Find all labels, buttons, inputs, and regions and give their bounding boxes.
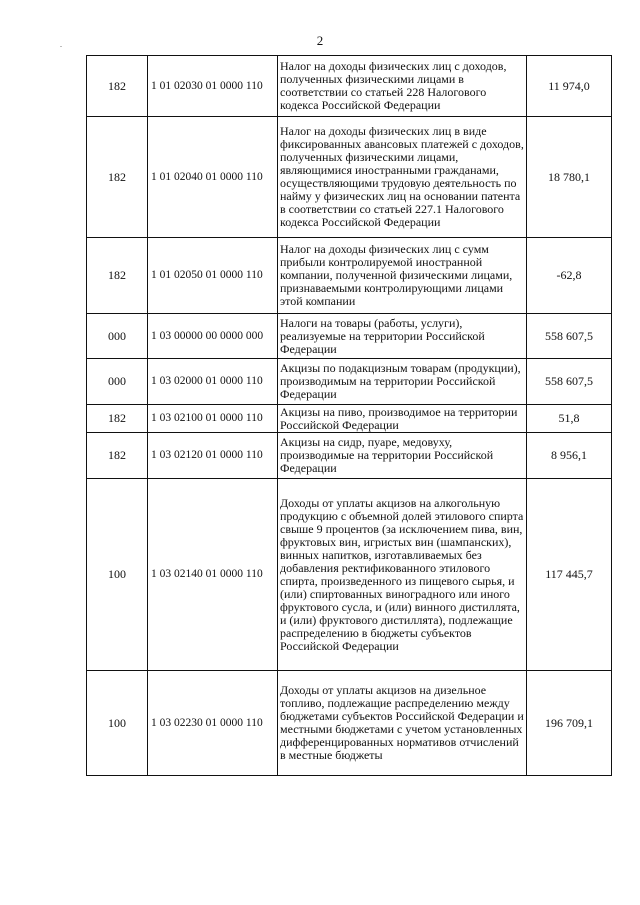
admin-code-cell: 000 bbox=[87, 359, 148, 405]
amount-cell: 51,8 bbox=[527, 405, 612, 433]
budget-classification-code-cell: 1 03 02100 01 0000 110 bbox=[148, 405, 278, 433]
admin-code-cell: 000 bbox=[87, 314, 148, 359]
budget-classification-code-cell: 1 03 00000 00 0000 000 bbox=[148, 314, 278, 359]
revenue-name-cell: Налог на доходы физических лиц в виде фиксированных авансовых платежей с доходов, полученных физическими лицами, являющимися иностранными гражданами, осуществляющими трудовую деятельность по найму у физических лиц на основании патента в соответствии со статьей 227.1 Налогового кодекса Российской Федерации bbox=[278, 117, 527, 238]
admin-code-cell: 182 bbox=[87, 56, 148, 117]
budget-classification-code-cell: 1 03 02120 01 0000 110 bbox=[148, 433, 278, 479]
budget-classification-code-cell: 1 03 02230 01 0000 110 bbox=[148, 671, 278, 776]
revenue-name-cell: Налог на доходы физических лиц с сумм прибыли контролируемой иностранной компании, полученной физическими лицами, признаваемыми контролирующими лицами этой компании bbox=[278, 238, 527, 314]
amount-cell: -62,8 bbox=[527, 238, 612, 314]
amount-cell: 117 445,7 bbox=[527, 479, 612, 671]
table-row bbox=[87, 359, 612, 405]
scan-speck: . bbox=[60, 40, 62, 49]
budget-classification-code-cell: 1 03 02000 01 0000 110 bbox=[148, 359, 278, 405]
table-row bbox=[87, 238, 612, 314]
amount-cell: 558 607,5 bbox=[527, 359, 612, 405]
revenue-name-cell: Доходы от уплаты акцизов на алкогольную продукцию с объемной долей этилового спирта свыше 9 процентов (за исключением пива, вин, фруктовых вин, игристых вин (шампанских), винных напитков, изготавливаемых без добавления ректификованного этилового спирта, произведенного из пищевого сырья, и (или) спиртованных виноградного или иного фруктового сусла, и (или) винного дистиллята, и (или) фруктового дистиллята), подлежащие распределению в бюджеты субъектов Российской Федерации bbox=[278, 479, 527, 671]
revenue-table-body bbox=[87, 56, 612, 776]
budget-classification-code-cell: 1 03 02140 01 0000 110 bbox=[148, 479, 278, 671]
revenue-table bbox=[86, 55, 612, 776]
admin-code-cell: 100 bbox=[87, 671, 148, 776]
budget-classification-code-cell: 1 01 02040 01 0000 110 bbox=[148, 117, 278, 238]
table-row bbox=[87, 56, 612, 117]
table-row bbox=[87, 671, 612, 776]
amount-cell: 196 709,1 bbox=[527, 671, 612, 776]
admin-code-cell: 100 bbox=[87, 479, 148, 671]
page-number: 2 bbox=[316, 33, 324, 48]
table-row bbox=[87, 433, 612, 479]
revenue-name-cell: Акцизы на пиво, производимое на территории Российской Федерации bbox=[278, 405, 527, 433]
amount-cell: 11 974,0 bbox=[527, 56, 612, 117]
table-row bbox=[87, 405, 612, 433]
admin-code-cell: 182 bbox=[87, 117, 148, 238]
admin-code-cell: 182 bbox=[87, 238, 148, 314]
revenue-name-cell: Акцизы по подакцизным товарам (продукции), производимым на территории Российской Федерации bbox=[278, 359, 527, 405]
table-row bbox=[87, 117, 612, 238]
revenue-name-cell: Налоги на товары (работы, услуги), реализуемые на территории Российской Федерации bbox=[278, 314, 527, 359]
revenue-name-cell: Акцизы на сидр, пуаре, медовуху, производимые на территории Российской Федерации bbox=[278, 433, 527, 479]
budget-classification-code-cell: 1 01 02030 01 0000 110 bbox=[148, 56, 278, 117]
amount-cell: 8 956,1 bbox=[527, 433, 612, 479]
revenue-name-cell: Доходы от уплаты акцизов на дизельное топливо, подлежащие распределению между бюджетами субъектов Российской Федерации и местными бюджетами с учетом установленных дифференцированных нормативов отчислений в местные бюджеты bbox=[278, 671, 527, 776]
admin-code-cell: 182 bbox=[87, 433, 148, 479]
table-row bbox=[87, 314, 612, 359]
revenue-table-container bbox=[86, 55, 612, 776]
admin-code-cell: 182 bbox=[87, 405, 148, 433]
amount-cell: 18 780,1 bbox=[527, 117, 612, 238]
revenue-name-cell: Налог на доходы физических лиц с доходов, полученных физическими лицами в соответствии со статьей 228 Налогового кодекса Российской Федерации bbox=[278, 56, 527, 117]
amount-cell: 558 607,5 bbox=[527, 314, 612, 359]
budget-classification-code-cell: 1 01 02050 01 0000 110 bbox=[148, 238, 278, 314]
table-row bbox=[87, 479, 612, 671]
